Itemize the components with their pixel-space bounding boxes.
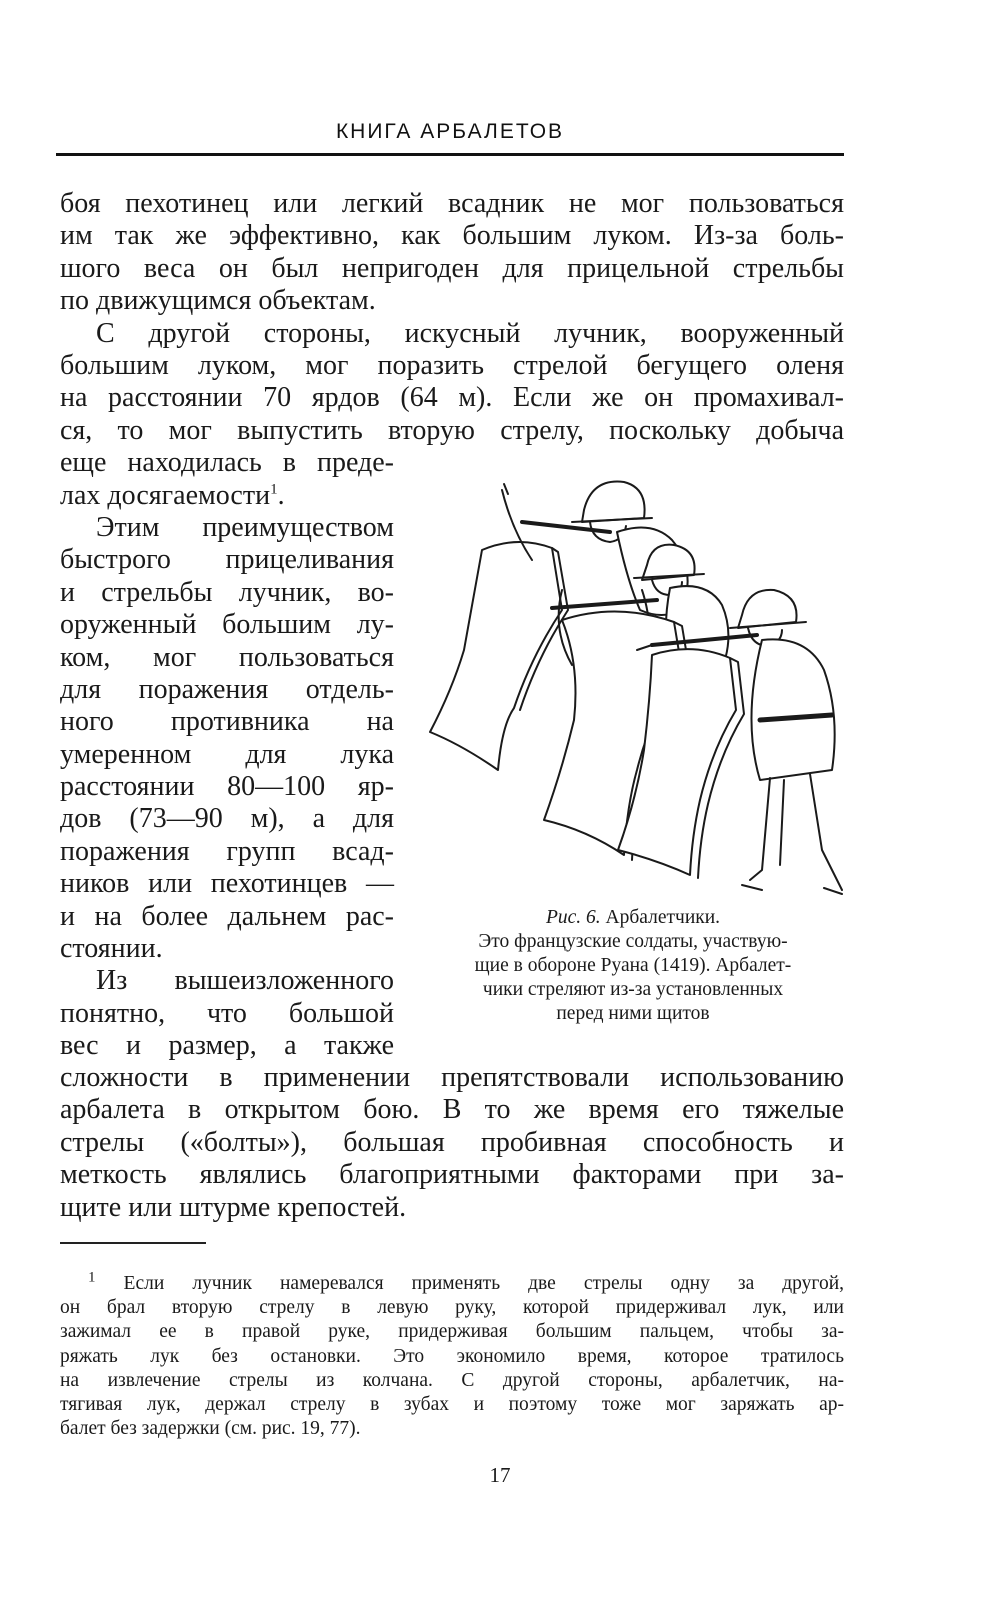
- footnote-reference[interactable]: 1: [270, 481, 278, 498]
- text-line: понятно, что большой: [60, 997, 394, 1029]
- paragraph-1: [60, 188, 844, 318]
- figure-title: Арбалетчики.: [605, 907, 721, 928]
- text-line: Этим преимуществом: [96, 511, 394, 543]
- caption-title-line: [418, 906, 848, 930]
- text-line: умеренном для лука: [60, 738, 394, 770]
- footnote-line: ряжать лук без остановки. Это экономило время, которое тратилось: [60, 1345, 844, 1367]
- header-rule: [56, 153, 844, 156]
- narrow-column: [60, 447, 394, 1062]
- text-line: им так же эффективно, как большим луком. Из-за боль-: [60, 220, 844, 252]
- text-line: С другой стороны, искусный лучник, вооруженный: [96, 317, 844, 349]
- crossbowmen-illustration: [412, 470, 848, 900]
- footnote-line: он брал вторую стрелу в левую руку, которой придерживал лук, или: [60, 1297, 844, 1319]
- text-line: для поражения отдель-: [60, 673, 394, 705]
- text-line: оруженный большим лу-: [60, 609, 394, 641]
- text-line: Из вышеизложенного: [96, 965, 394, 997]
- text-line: щите или штурме крепостей.: [60, 1191, 407, 1223]
- text-line: расстоянии 80—100 яр-: [60, 771, 394, 803]
- text-line: [60, 480, 394, 512]
- text-line: и на более дальнем рас-: [60, 900, 394, 932]
- running-header: КНИГА АРБАЛЕТОВ: [335, 120, 565, 143]
- text-fragment: лах досягаемости: [60, 479, 271, 511]
- text-line: по движущимся объектам.: [60, 285, 376, 317]
- paragraph-4: [60, 1062, 844, 1224]
- text-line: арбалета в открытом бою. В то же время его тяжелые: [60, 1094, 844, 1126]
- figure-label: Рис. 6.: [545, 907, 601, 928]
- text-line: быстрого прицеливания: [60, 544, 394, 576]
- footnote-line: зажимал ее в правой руке, придерживая большим пальцем, чтобы за-: [60, 1321, 844, 1343]
- text-line: ников или пехотинцев —: [60, 868, 394, 900]
- footnote: [60, 1269, 845, 1441]
- text-line: на расстоянии 70 ярдов (64 м). Если же он промахивал-: [60, 382, 844, 414]
- footnote-line: [60, 1269, 845, 1296]
- text-line: большим луком, мог поразить стрелой бегущего оленя: [60, 349, 844, 381]
- text-line: шого веса он был непригоден для прицельной стрельбы: [60, 252, 844, 284]
- text-line: поражения групп всад-: [60, 835, 394, 867]
- text-fragment: .: [277, 479, 285, 511]
- text-line: ся, то мог выпустить вторую стрелу, поскольку добыча: [60, 414, 844, 446]
- text-line: ком, мог пользоваться: [60, 641, 394, 673]
- text-line: еще находилась в преде-: [60, 447, 394, 479]
- text-line: ного противника на: [60, 706, 394, 738]
- footnote-marker: 1: [88, 1269, 96, 1286]
- text-line: стоянии.: [60, 933, 163, 965]
- footnote-text: Если лучник намеревался применять две стрелы одну за другой,: [123, 1273, 845, 1294]
- text-line: меткость являлись благоприятными факторами при за-: [60, 1159, 844, 1191]
- footnote-line: тягивая лук, держал стрелу в зубах и поэтому тоже мог заряжать ар-: [60, 1393, 844, 1415]
- footnote-rule: [60, 1242, 206, 1244]
- text-line: дов (73—90 м), а для: [60, 803, 394, 835]
- caption-line: щие в обороне Руана (1419). Арбалет-: [474, 955, 792, 976]
- text-line: и стрельбы лучник, во-: [60, 576, 394, 608]
- caption-line: Это французские солдаты, участвую-: [478, 931, 788, 952]
- figure-caption: [418, 906, 848, 1026]
- text-line: боя пехотинец или легкий всадник не мог пользоваться: [60, 188, 844, 219]
- paragraph-2: [60, 318, 844, 448]
- caption-line: перед ними щитов: [556, 1003, 710, 1024]
- text-line: вес и размер, а также: [60, 1030, 394, 1062]
- text-line: сложности в применении препятствовали использованию: [60, 1062, 844, 1093]
- footnote-line: на извлечение стрелы из колчана. С другой стороны, арбалетчик, на-: [60, 1369, 844, 1391]
- footnote-line: балет без задержки (см. рис. 19, 77).: [60, 1418, 361, 1440]
- caption-line: чики стреляют из-за установленных: [482, 979, 784, 1000]
- page-number: 17: [489, 1463, 511, 1487]
- text-line: стрелы («болты»), большая пробивная способность и: [60, 1126, 844, 1158]
